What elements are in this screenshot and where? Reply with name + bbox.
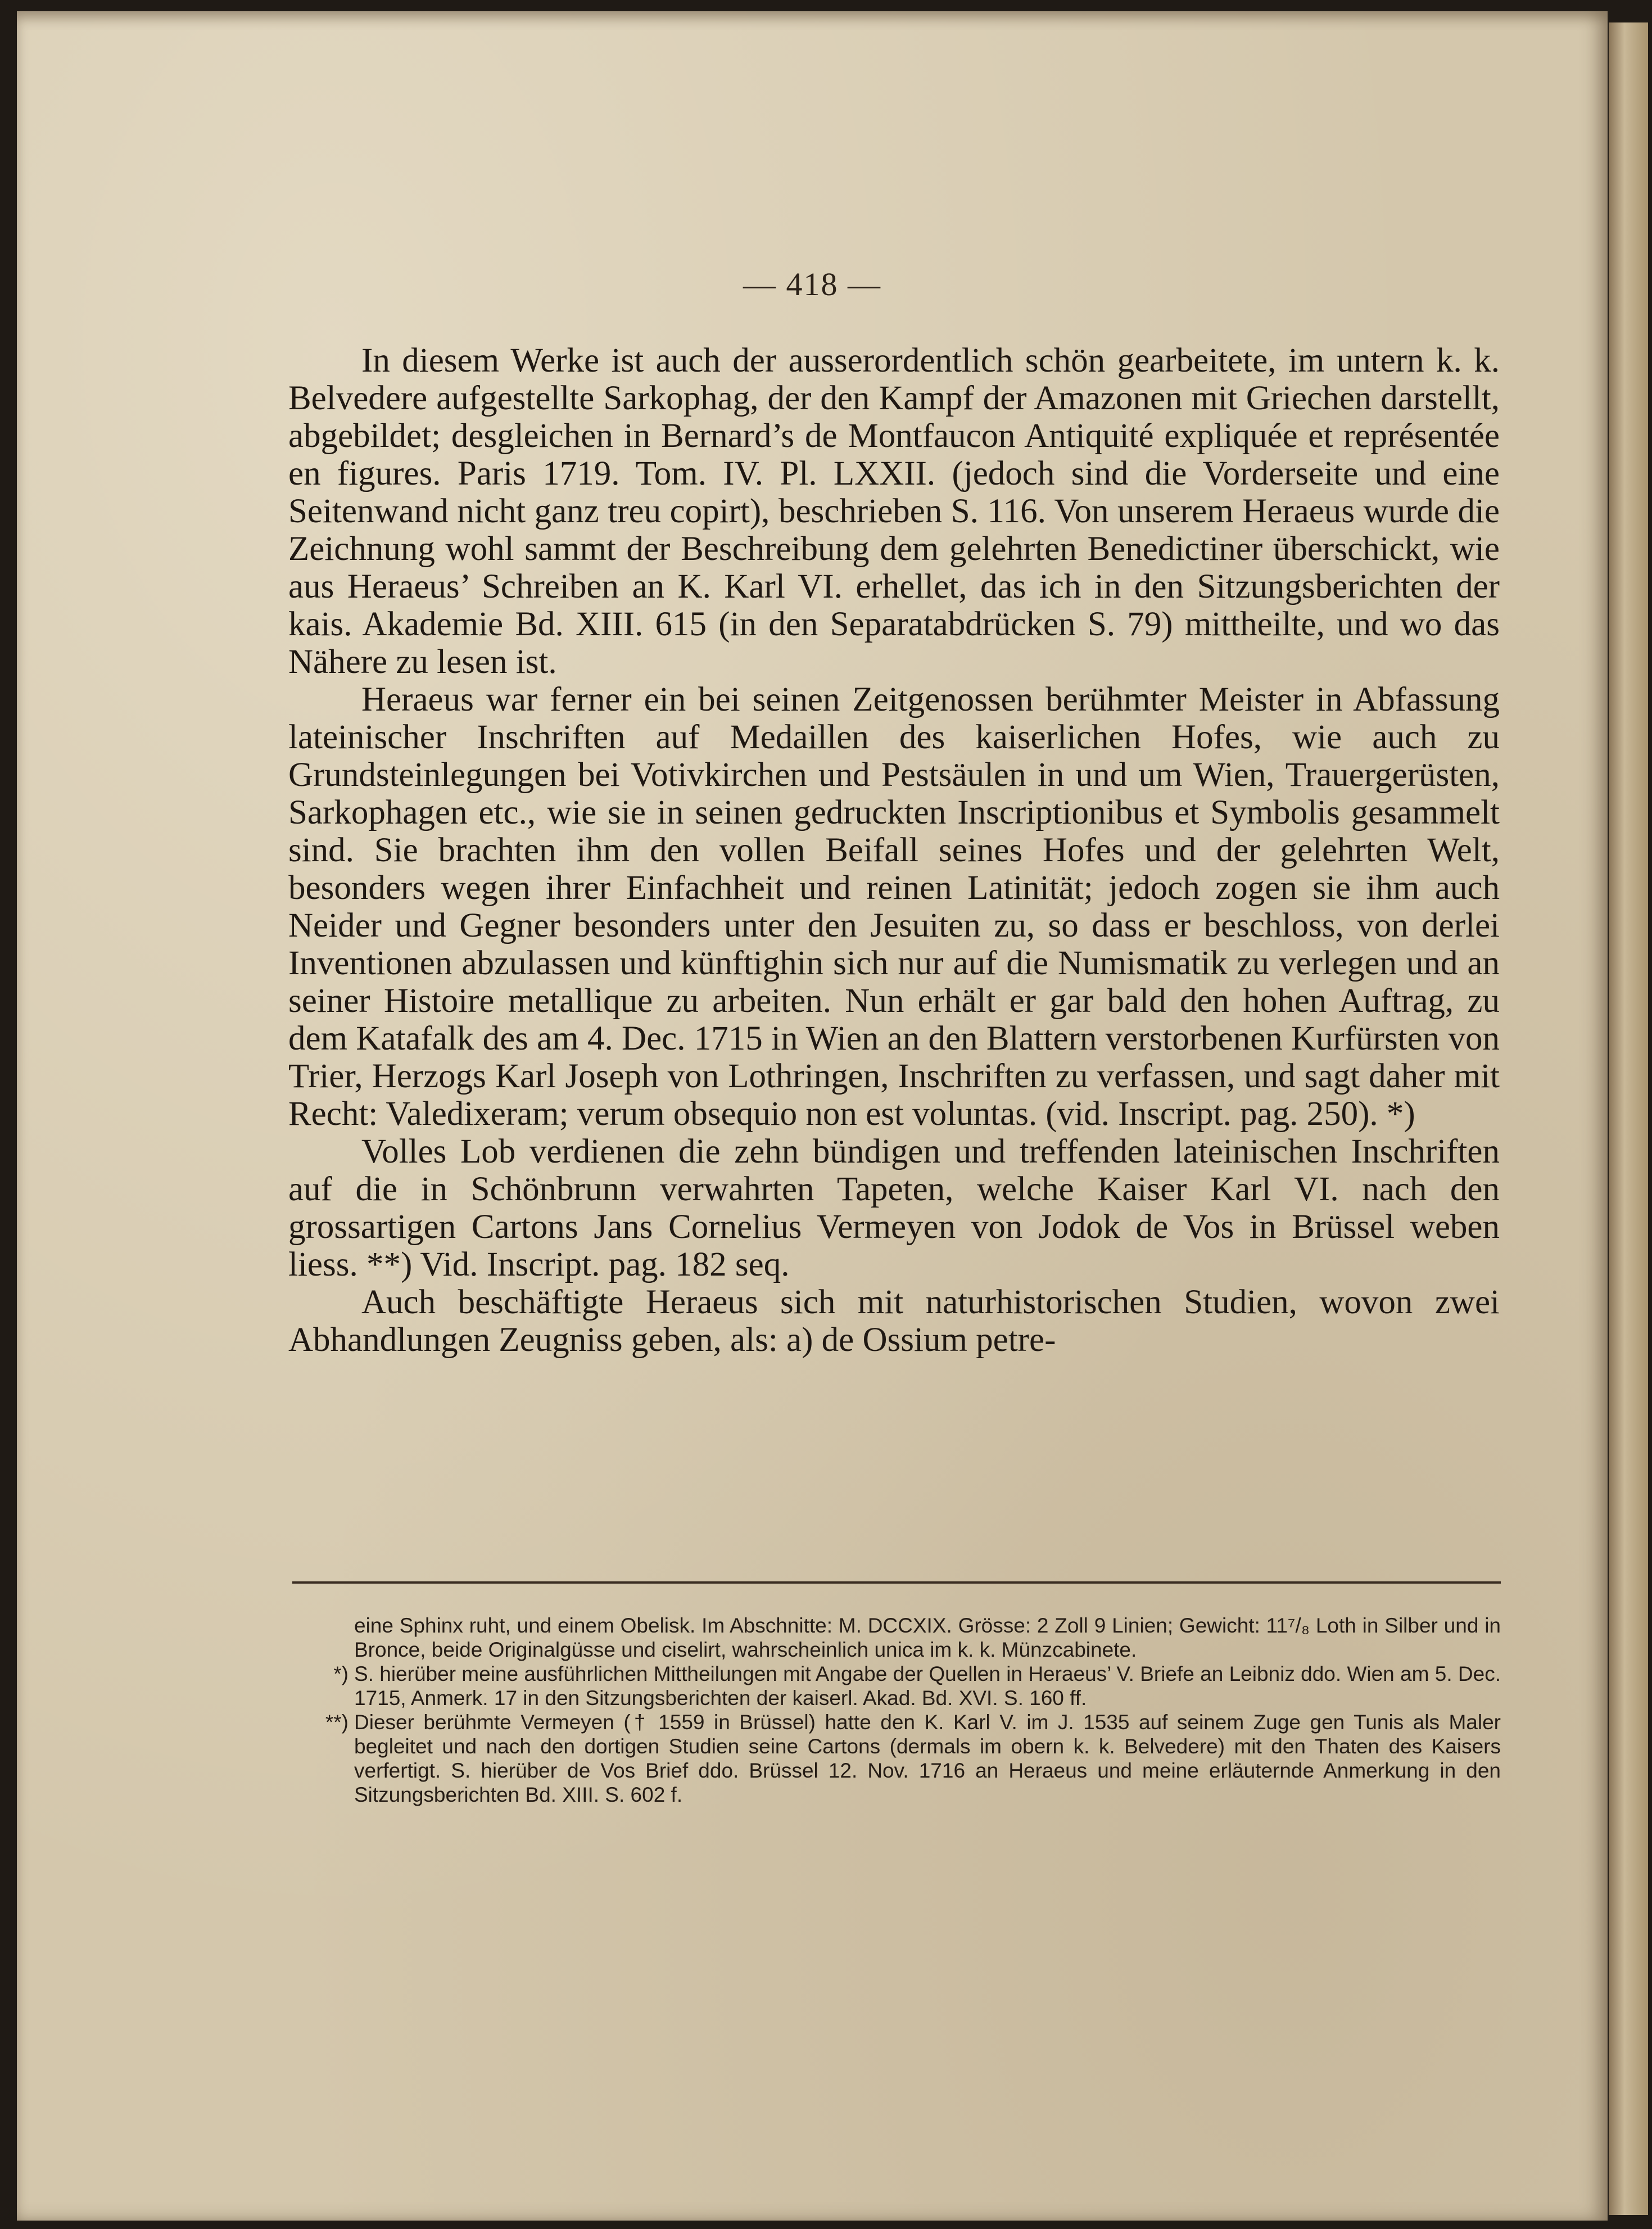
main-text	[288, 342, 1500, 1359]
paragraph-4: Auch beschäftigte Heraeus sich mit naturhistorischen Studien, wovon zwei Abhandlungen Zeugniss geben, als: a) de Ossium petre-	[288, 1283, 1500, 1359]
footnote-2-text: Dieser berühmte Vermeyen († 1559 in Brüssel) hatte den K. Karl V. im J. 1535 auf seinem Zuge gen Tunis als Maler begleitet und nach den dortigen Studien seine Cartons (dermals im obern k. k. Belvedere) mit den Thaten des Kaisers verfertigt. S. hierüber de Vos Brief ddo. Brüssel 12. Nov. 1716 an Heraeus und meine erläuternde Anmerkung in den Sitzungsberichten Bd. XIII. S. 602 f.	[354, 1711, 1501, 1806]
paragraph-1: In diesem Werke ist auch der ausserordentlich schön gearbeitete, im untern k. k. Belvedere aufgestellte Sarkophag, der den Kampf der Amazonen mit Griechen darstellt, abgebildet; desgleichen in Bernard’s de Montfaucon Antiquité expliquée et représentée en figures. Paris 1719. Tom. IV. Pl. LXXII. (jedoch sind die Vorderseite und eine Seitenwand nicht ganz treu copirt), beschrieben S. 116. Von unserem Heraeus wurde die Zeichnung wohl sammt der Beschreibung dem gelehrten Benedictiner überschickt, wie aus Heraeus’ Schreiben an K. Karl VI. erhellet, das ich in den Sitzungsberichten der kais. Akademie Bd. XIII. 615 (in den Separatabdrücken S. 79) mittheilte, und wo das Nähere zu lesen ist.	[288, 342, 1500, 681]
footnote-1-text: S. hierüber meine ausführlichen Mittheilungen mit Angabe der Quellen in Heraeus’ V. Briefe an Leibniz ddo. Wien am 5. Dec. 1715, Anmerk. 17 in den Sitzungsberichten der kaiserl. Akad. Bd. XVI. S. 160 ff.	[354, 1662, 1501, 1710]
footnote-2-mark: **)	[325, 1711, 348, 1734]
paragraph-2: Heraeus war ferner ein bei seinen Zeitgenossen berühmter Meister in Abfassung lateinischer Inschriften auf Medaillen des kaiserlichen Hofes, wie auch zu Grundsteinlegungen bei Votivkirchen und Pestsäulen in und um Wien, Trauergerüsten, Sarkophagen etc., wie sie in seinen gedruckten Inscriptionibus et Symbolis gesammelt sind. Sie brachten ihm den vollen Beifall seines Hofes und der gelehrten Welt, besonders wegen ihrer Einfachheit und reinen Latinität; jedoch zogen sie ihm auch Neider und Gegner besonders unter den Jesuiten zu, so dass er beschloss, von derlei Inventionen abzulassen und künftighin sich nur auf die Numismatik zu verlegen und an seiner Histoire metallique zu arbeiten. Nun erhält er gar bald den hohen Auftrag, zu dem Katafalk des am 4. Dec. 1715 in Wien an den Blattern verstorbenen Kurfürsten von Trier, Herzogs Karl Joseph von Lothringen, Inschriften zu verfassen, und sagt daher mit Recht: Valedixeram; verum obsequio non est voluntas. (vid. Inscript. pag. 250). *)	[288, 681, 1500, 1133]
book-page	[17, 11, 1608, 2221]
footnote-1-mark: *)	[333, 1662, 348, 1685]
footnote-2	[325, 1710, 1501, 1807]
footnote-separator	[292, 1581, 1501, 1584]
page-number: — 418 —	[743, 266, 881, 302]
footnote-1	[333, 1662, 1501, 1710]
paragraph-3: Volles Lob verdienen die zehn bündigen und treffenden lateinischen Inschriften auf die in Schönbrunn verwahrten Tapeten, welche Kaiser Karl VI. nach den grossartigen Cartons Jans Cornelius Vermeyen von Jodok de Vos in Brüssel weben liess. **) Vid. Inscript. pag. 182 seq.	[288, 1133, 1500, 1283]
footnote-continuation: eine Sphinx ruht, und einem Obelisk. Im Abschnitte: M. DCCXIX. Grösse: 2 Zoll 9 Linien; Gewicht: 11⁷/₈ Loth in Silber und in Bronce, beide Originalgüsse und ciselirt, wahrscheinlich unica im k. k. Münzcabinete.	[354, 1614, 1501, 1661]
book-edge	[1609, 22, 1648, 2215]
footnotes	[325, 1613, 1501, 1807]
